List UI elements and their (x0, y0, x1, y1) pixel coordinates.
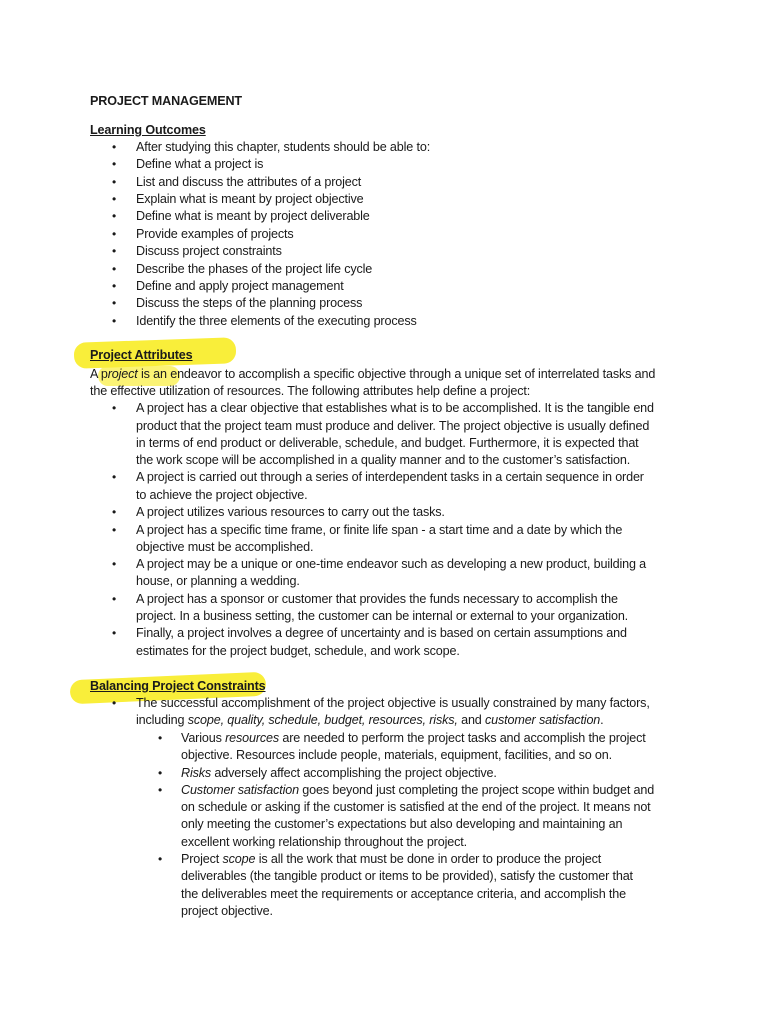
italic-factors: scope, quality, schedule, budget, resources, risks, (187, 713, 458, 727)
list-item-line: Finally, a project involves a degree of uncertainty and is based on certain assumptions and (136, 626, 627, 640)
constraints-main-line-1: The successful accomplishment of the project objective is usually constrained by many factors, (136, 696, 650, 710)
bullet: • (112, 244, 117, 258)
sub-item-line: on schedule or asking if the customer is satisfied at the end of the project. It means not (181, 800, 651, 814)
text: including (136, 713, 188, 727)
bullet: • (112, 157, 117, 171)
list-item: Define and apply project management (136, 279, 344, 293)
sub-item-line: project objective. (181, 904, 273, 918)
bullet: • (112, 626, 117, 640)
bullet: • (112, 696, 117, 710)
bullet: • (112, 140, 117, 154)
list-item-line: project. In a business setting, the customer can be internal or external to your organization. (136, 609, 629, 623)
list-item: Discuss project constraints (136, 244, 282, 258)
sub-item-customer-satisfaction (181, 782, 654, 799)
list-item-line: estimates for the project budget, schedule, and work scope. (136, 644, 460, 658)
text: adversely affect accomplishing the project objective. (211, 766, 497, 780)
list-item-line: the work scope will be accomplished in a quality manner and to the customer’s satisfaction. (136, 453, 631, 467)
list-item-line: A project may be a unique or one-time endeavor such as developing a new product, building a (136, 557, 647, 571)
italic-risks: Risks (181, 766, 212, 780)
list-item: Discuss the steps of the planning process (136, 296, 363, 310)
bullet: • (112, 227, 117, 241)
list-item: After studying this chapter, students should be able to: (136, 140, 431, 154)
list-item-line: objective must be accomplished. (136, 540, 314, 554)
bullet: • (158, 766, 163, 780)
list-item: Define what is meant by project deliverable (136, 209, 370, 223)
bullet: • (112, 523, 117, 537)
sub-item-line: the deliverables meet the requirements or acceptance criteria, and accomplish the (181, 887, 626, 901)
bullet: • (112, 505, 117, 519)
sub-item-resources (181, 730, 646, 747)
bullet: • (112, 296, 117, 310)
bullet: • (112, 262, 117, 276)
document-title: PROJECT MANAGEMENT (90, 94, 242, 108)
bullet: • (112, 592, 117, 606)
text: are needed to perform the project tasks and accomplish the project (279, 731, 646, 745)
constraints-main-line-2 (136, 712, 604, 729)
list-item: Describe the phases of the project life cycle (136, 262, 373, 276)
list-item-line: A project has a clear objective that establishes what is to be accomplished. It is the tangible end (136, 401, 654, 415)
text: Project (181, 852, 223, 866)
list-item-line: A project utilizes various resources to carry out the tasks. (136, 505, 445, 519)
attributes-intro-line-1 (90, 366, 655, 383)
list-item: Define what a project is (136, 157, 264, 171)
sub-item-line: deliverables (the tangible product or items to be provided), satisfy the customer that (181, 869, 633, 883)
bullet: • (112, 557, 117, 571)
bullet: • (112, 175, 117, 189)
italic-customer-satisfaction: customer satisfaction (485, 713, 601, 727)
text: is all the work that must be done in order to produce the project (255, 852, 602, 866)
attributes-intro-line-2: the effective utilization of resources. The following attributes help define a project: (90, 384, 531, 398)
bullet: • (112, 470, 117, 484)
bullet: • (112, 192, 117, 206)
list-item-line: house, or planning a wedding. (136, 574, 300, 588)
bullet: • (112, 314, 117, 328)
bullet: • (158, 852, 163, 866)
bullet: • (158, 783, 163, 797)
intro-italic-project: roject (107, 367, 138, 381)
list-item: Identify the three elements of the executing process (136, 314, 417, 328)
sub-item-line: excellent working relationship throughout the project. (181, 835, 467, 849)
project-attributes-heading: Project Attributes (90, 348, 193, 362)
text: . (600, 713, 604, 727)
sub-item-scope (181, 851, 601, 868)
learning-outcomes-heading: Learning Outcomes (90, 123, 206, 137)
sub-item-risks (181, 765, 497, 782)
list-item: List and discuss the attributes of a project (136, 175, 362, 189)
bullet: • (158, 731, 163, 745)
sub-item-line: objective. Resources include people, materials, equipment, facilities, and so on. (181, 748, 612, 762)
bullet: • (112, 401, 117, 415)
list-item-line: A project has a sponsor or customer that provides the funds necessary to accomplish the (136, 592, 618, 606)
list-item-line: in terms of end product or deliverable, schedule, and budget. Furthermore, it is expected that (136, 436, 639, 450)
list-item: Provide examples of projects (136, 227, 294, 241)
italic-customer-satisfaction: Customer satisfaction (181, 783, 299, 797)
bullet: • (112, 279, 117, 293)
list-item-line: A project is carried out through a series of interdependent tasks in a certain sequence in order (136, 470, 644, 484)
list-item-line: product that the project team must produce and deliver. The project objective is usually defined (136, 419, 650, 433)
intro-text: is an endeavor to accomplish a specific objective through a unique set of interrelated tasks and (137, 367, 656, 381)
intro-text: A p (90, 367, 108, 381)
bullet: • (112, 209, 117, 223)
list-item-line: A project has a specific time frame, or finite life span - a start time and a date by which the (136, 523, 623, 537)
balancing-constraints-heading: Balancing Project Constraints (90, 679, 266, 693)
list-item-line: to achieve the project objective. (136, 488, 308, 502)
italic-resources: resources (225, 731, 280, 745)
italic-scope: scope (222, 852, 256, 866)
sub-item-line: only meeting the customer’s expectations but also developing and maintaining an (181, 817, 623, 831)
text: and (457, 713, 486, 727)
list-item: Explain what is meant by project objective (136, 192, 364, 206)
text: Various (181, 731, 226, 745)
text: goes beyond just completing the project scope within budget and (298, 783, 655, 797)
